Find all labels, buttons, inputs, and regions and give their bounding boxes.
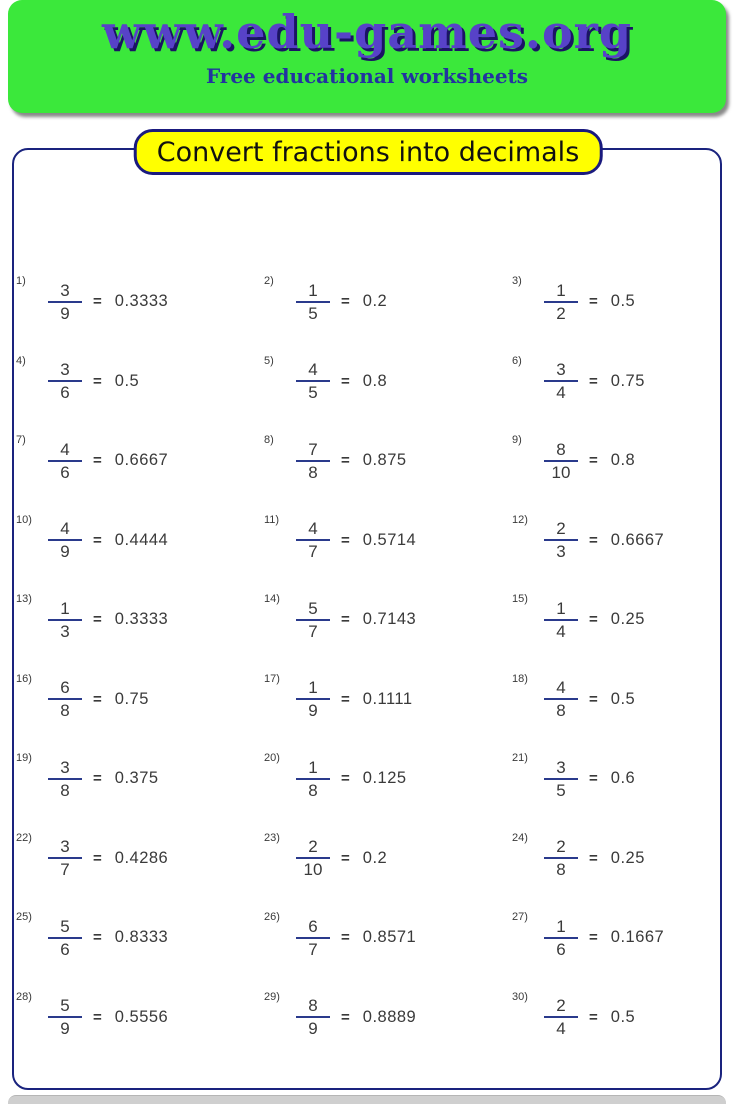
equals-sign: = [93,372,102,390]
decimal-value: 0.8 [610,451,636,470]
problem-cell [264,421,512,501]
fraction-numerator: 1 [60,598,70,618]
site-tagline: Free educational worksheets [205,64,529,88]
fraction [48,996,82,1038]
fraction-bar [544,539,578,541]
problem-cell [16,501,264,581]
problem-number: 29) [264,990,280,1003]
fraction-denominator: 8 [308,780,318,800]
fraction-numerator: 2 [556,996,566,1016]
fraction-numerator: 1 [556,598,566,618]
problem-number: 6) [512,354,522,367]
decimal-value: 0.5 [610,292,636,311]
problem-number: 14) [264,593,280,605]
fraction-bar [48,301,82,303]
equals-sign: = [93,690,102,708]
fraction [296,678,330,720]
decimal-value: 0.25 [610,610,645,629]
problem-cell [16,978,264,1058]
fraction [296,837,330,879]
fraction-numerator: 3 [60,280,70,300]
fraction [544,519,578,561]
fraction [296,281,330,323]
equals-sign: = [589,690,598,708]
problem-number: 27) [512,911,528,923]
fraction [544,837,578,879]
problem-number: 16) [16,672,32,685]
equals-sign: = [589,293,598,311]
fraction [544,440,578,482]
problem-number: 12) [512,513,528,526]
decimal-value: 0.25 [610,848,645,867]
fraction [544,678,578,720]
problem-number: 4) [16,354,26,367]
equals-sign: = [93,770,102,788]
site-name: www.edu-games.org [101,5,633,59]
fraction-bar [48,539,82,541]
fraction-denominator: 6 [60,383,70,403]
problem-number: 21) [512,752,528,764]
fraction-numerator: 1 [556,280,566,300]
fraction [296,996,330,1038]
fraction-bar [296,301,330,303]
equals-sign: = [589,531,598,549]
fraction [48,837,82,879]
equals-sign: = [341,452,350,470]
fraction-numerator: 3 [556,360,566,380]
fraction [48,281,82,323]
fraction-bar [48,698,82,700]
problem-number: 22) [16,831,32,844]
problem-cell [512,898,718,978]
fraction-denominator: 8 [60,701,70,721]
fraction-denominator: 7 [60,860,70,880]
problem-cell [16,421,264,501]
problem-number: 17) [264,672,280,685]
problem-number: 15) [512,593,528,605]
problem-number: 28) [16,990,32,1003]
fraction-numerator: 8 [556,439,566,459]
fraction-numerator: 2 [556,837,566,857]
fraction-numerator: 4 [60,519,70,539]
fraction-denominator: 6 [60,939,70,959]
fraction [544,281,578,323]
fraction-bar [544,698,578,700]
fraction-bar [544,301,578,303]
fraction-denominator: 8 [308,462,318,482]
fraction-bar [48,857,82,859]
decimal-value: 0.5 [610,1007,636,1026]
problem-cell [16,342,264,422]
decimal-value: 0.2 [362,848,388,867]
fraction-bar [48,460,82,462]
decimal-value: 0.8 [362,371,388,390]
fraction-numerator: 1 [308,280,318,300]
fraction-numerator: 8 [308,996,318,1016]
fraction-bar [544,1016,578,1018]
problem-number: 19) [16,752,32,764]
equals-sign: = [341,531,350,549]
fraction-bar [544,380,578,382]
problem-cell [16,898,264,978]
equals-sign: = [93,293,102,311]
fraction-numerator: 6 [308,916,318,936]
equals-sign: = [341,929,350,947]
problem-cell [264,342,512,422]
fraction-bar [544,778,578,780]
problem-number: 2) [264,275,274,287]
problem-cell [16,580,264,660]
decimal-value: 0.4444 [114,530,169,549]
equals-sign: = [93,929,102,947]
fraction-bar [296,698,330,700]
fraction-denominator: 9 [60,303,70,323]
problem-cell [512,660,718,740]
fraction-bar [48,1016,82,1018]
problem-cell [512,501,718,581]
fraction-numerator: 1 [308,678,318,698]
decimal-value: 0.5556 [114,1007,169,1026]
decimal-value: 0.375 [114,769,159,788]
fraction-bar [296,937,330,939]
fraction-bar [544,857,578,859]
fraction-numerator: 6 [60,678,70,698]
problem-cell [512,262,718,342]
site-banner [8,0,726,113]
fraction [544,996,578,1038]
equals-sign: = [341,1008,350,1026]
problem-number: 9) [512,434,522,446]
fraction [544,758,578,800]
fraction-denominator: 10 [303,860,323,880]
problem-cell [512,819,718,899]
equals-sign: = [589,611,598,629]
equals-sign: = [589,1008,598,1026]
fraction-bar [48,380,82,382]
fraction [296,917,330,959]
fraction-bar [296,460,330,462]
fraction-bar [48,778,82,780]
decimal-value: 0.7143 [362,610,417,629]
fraction-bar [48,619,82,621]
equals-sign: = [341,293,350,311]
problem-cell [264,501,512,581]
fraction-bar [544,460,578,462]
fraction-denominator: 2 [556,303,566,323]
problem-cell [512,421,718,501]
fraction-denominator: 8 [556,701,566,721]
fraction-denominator: 9 [60,542,70,562]
problem-number: 24) [512,831,528,844]
fraction-denominator: 6 [60,462,70,482]
problem-number: 20) [264,752,280,764]
decimal-value: 0.75 [114,689,149,708]
equals-sign: = [589,452,598,470]
equals-sign: = [93,849,102,867]
fraction-numerator: 2 [308,837,318,857]
problem-number: 25) [16,911,32,923]
fraction-bar [544,619,578,621]
problem-cell [264,580,512,660]
equals-sign: = [341,372,350,390]
fraction-denominator: 3 [60,621,70,641]
decimal-value: 0.75 [610,371,645,390]
problem-number: 10) [16,513,32,526]
problem-number: 13) [16,593,32,605]
fraction [48,519,82,561]
fraction-bar [296,778,330,780]
fraction-numerator: 5 [60,916,70,936]
fraction [544,917,578,959]
decimal-value: 0.3333 [114,292,169,311]
problem-cell [512,739,718,819]
equals-sign: = [341,770,350,788]
decimal-value: 0.8571 [362,928,417,947]
problem-number: 26) [264,911,280,923]
fraction-denominator: 8 [556,860,566,880]
worksheet-title-pill [134,129,603,175]
problem-number: 7) [16,434,26,446]
decimal-value: 0.875 [362,451,407,470]
worksheet-title: Convert fractions into decimals [156,136,580,168]
fraction-denominator: 8 [60,780,70,800]
decimal-value: 0.5 [610,689,636,708]
decimal-value: 0.5714 [362,530,417,549]
fraction [48,599,82,641]
fraction [296,519,330,561]
fraction-bar [296,539,330,541]
fraction-denominator: 7 [308,621,318,641]
fraction-numerator: 5 [308,598,318,618]
equals-sign: = [589,770,598,788]
problem-cell [512,580,718,660]
fraction-denominator: 5 [556,780,566,800]
problem-number: 3) [512,275,522,287]
equals-sign: = [93,611,102,629]
decimal-value: 0.8889 [362,1007,417,1026]
problem-cell [16,819,264,899]
decimal-value: 0.6667 [114,451,169,470]
fraction-bar [296,380,330,382]
decimal-value: 0.6667 [610,530,665,549]
fraction-denominator: 7 [308,542,318,562]
bottom-strip [8,1095,726,1104]
fraction-denominator: 4 [556,1019,566,1039]
fraction-numerator: 3 [556,757,566,777]
equals-sign: = [589,929,598,947]
fraction [544,599,578,641]
fraction-numerator: 3 [60,360,70,380]
fraction-bar [296,1016,330,1018]
fraction-numerator: 3 [60,837,70,857]
fraction-denominator: 6 [556,939,566,959]
fraction-denominator: 9 [308,701,318,721]
problem-number: 11) [264,513,280,526]
fraction-numerator: 5 [60,996,70,1016]
fraction-numerator: 7 [308,439,318,459]
decimal-value: 0.2 [362,292,388,311]
decimal-value: 0.5 [114,371,140,390]
fraction-numerator: 2 [556,519,566,539]
fraction [48,360,82,402]
fraction [48,440,82,482]
fraction-numerator: 4 [308,360,318,380]
problem-cell [264,819,512,899]
decimal-value: 0.1111 [362,689,413,708]
fraction-denominator: 10 [551,462,571,482]
fraction-denominator: 4 [556,383,566,403]
fraction [296,758,330,800]
equals-sign: = [341,849,350,867]
decimal-value: 0.4286 [114,848,169,867]
fraction-denominator: 7 [308,939,318,959]
decimal-value: 0.8333 [114,928,169,947]
fraction-bar [48,937,82,939]
problem-number: 18) [512,672,528,685]
fraction-denominator: 9 [308,1019,318,1039]
fraction [296,599,330,641]
problem-cell [264,978,512,1058]
fraction-numerator: 4 [308,519,318,539]
decimal-value: 0.1667 [610,928,665,947]
decimal-value: 0.6 [610,769,636,788]
problem-cell [512,342,718,422]
decimal-value: 0.125 [362,769,407,788]
problem-cell [512,978,718,1058]
equals-sign: = [93,452,102,470]
equals-sign: = [93,531,102,549]
fraction-numerator: 4 [556,678,566,698]
problem-number: 8) [264,434,274,446]
fraction [48,678,82,720]
decimal-value: 0.3333 [114,610,169,629]
fraction-denominator: 4 [556,621,566,641]
equals-sign: = [341,611,350,629]
fraction-denominator: 5 [308,303,318,323]
problem-cell [16,660,264,740]
fraction [296,440,330,482]
equals-sign: = [93,1008,102,1026]
fraction-denominator: 5 [308,383,318,403]
problems-grid [16,262,718,1057]
fraction-bar [544,937,578,939]
problem-number: 5) [264,354,274,367]
fraction-bar [296,619,330,621]
fraction [544,360,578,402]
fraction-numerator: 3 [60,757,70,777]
fraction-bar [296,857,330,859]
equals-sign: = [341,690,350,708]
problem-cell [264,898,512,978]
fraction-numerator: 1 [556,916,566,936]
fraction-denominator: 3 [556,542,566,562]
fraction-numerator: 1 [308,757,318,777]
problem-cell [264,660,512,740]
fraction-numerator: 4 [60,439,70,459]
fraction [48,758,82,800]
problem-cell [16,739,264,819]
problem-cell [16,262,264,342]
problem-cell [264,739,512,819]
equals-sign: = [589,372,598,390]
fraction [48,917,82,959]
fraction [296,360,330,402]
fraction-denominator: 9 [60,1019,70,1039]
problem-cell [264,262,512,342]
equals-sign: = [589,849,598,867]
problem-number: 1) [16,275,26,287]
problem-number: 30) [512,990,528,1003]
problem-number: 23) [264,831,280,844]
